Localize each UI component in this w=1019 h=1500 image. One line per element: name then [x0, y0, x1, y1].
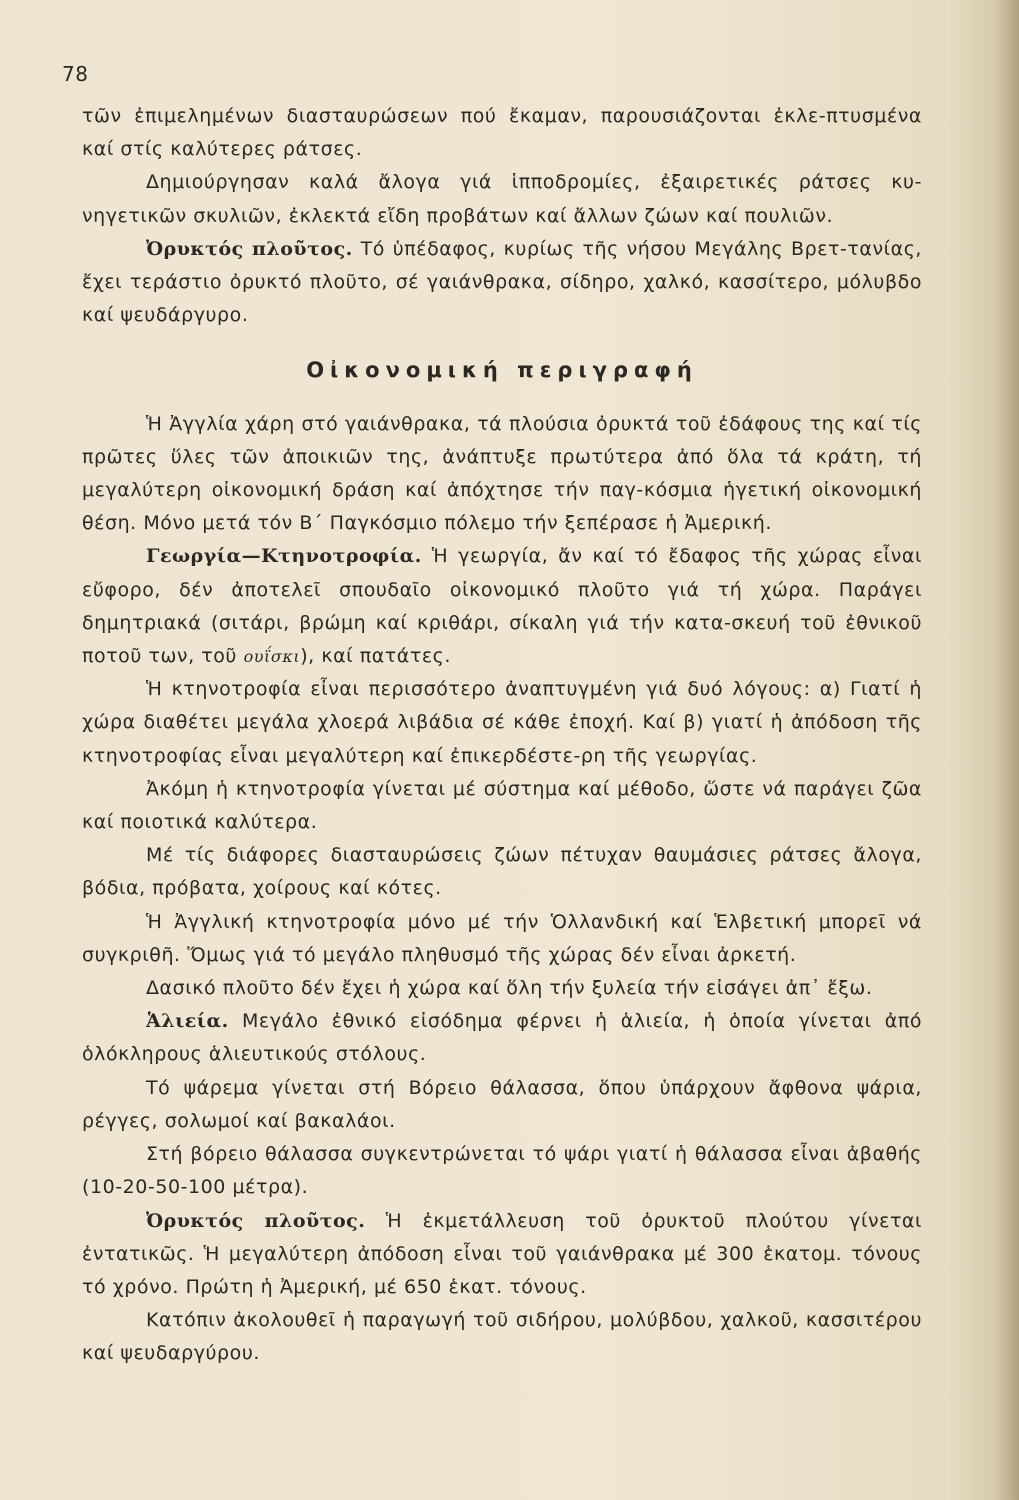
paragraph: Ἡ κτηνοτροφία εἶναι περισσότερο ἀναπτυγμένη γιά δυό λόγους: α) Γιατί ἡ χώρα διαθέτει μεγάλα χλοερά λιβάδια σέ κάθε ἐποχή. Καί β) γιατί ἡ ἀπόδοση τῆς κτηνοτροφίας εἶναι μεγαλύτερη καί ἐπικερδέστε-ρη τῆς γεωργίας.: [82, 678, 922, 767]
paragraph: τῶν ἐπιμελημένων διασταυρώσεων πού ἔκαμαν, παρουσιάζονται ἐκλε-πτυσμένα καί στίς καλύτερες ράτσες.: [82, 105, 922, 161]
paragraph: Κατόπιν ἀκολουθεῖ ἡ παραγωγή τοῦ σιδήρου, μολύβδου, χαλκοῦ, κασσιτέρου καί ψευδαργύρου.: [82, 1309, 922, 1365]
paragraph-agriculture: [82, 540, 922, 673]
paragraph: Δασικό πλοῦτο δέν ἔχει ἡ χώρα καί ὅλη τήν ξυλεία τήν εἰσάγει ἀπ᾽ ἔξω.: [146, 977, 873, 1000]
page-number: 78: [62, 62, 89, 86]
paragraph: Δημιούργησαν καλά ἄλογα γιά ἱπποδρομίες, ἐξαιρετικές ράτσες κυ-νηγετικῶν σκυλιῶν, ἐκλεκτά εἴδη προβάτων καί ἄλλων ζώων καί πουλιῶν.: [82, 171, 922, 227]
paragraph-text: Ἡ γεωργία, ἄν καί τό ἔδαφος τῆς χώρας εἶναι εὔφορο, δέν ἀποτελεῖ σπουδαῖο οἰκονομικό πλοῦτο γιά τή χώρα. Παράγει δημητριακά (σιτάρι, βρώμη καί κριθάρι, σίκαλη γιά τήν κατα-σκευή τοῦ ἐθνικοῦ ποτοῦ των, τοῦ: [82, 545, 922, 668]
paragraph: Τό ψάρεμα γίνεται στή Βόρειο θάλασσα, ὅπου ὑπάρχουν ἄφθονα ψάρια, ρέγγες, σολωμοί καί βακαλάοι.: [82, 1076, 922, 1132]
run-in-heading: Ἁλιεία.: [146, 1010, 229, 1033]
paragraph-fishing: [82, 1005, 922, 1071]
paragraph: Ἡ Ἀγγλική κτηνοτροφία μόνο μέ τήν Ὁλλανδική καί Ἑλβετική μπορεῖ νά συγκριθῆ. Ὅμως γιά τό μεγάλο πληθυσμό τῆς χώρας δέν εἶναι ἀρκετή.: [82, 910, 922, 966]
page-edge-shadow: [993, 0, 1019, 1500]
run-in-heading: Ὀρυκτός πλοῦτος.: [146, 237, 353, 260]
paragraph: Ἀκόμη ἡ κτηνοτροφία γίνεται μέ σύστημα καί μέθοδο, ὥστε νά παράγει ζῶα καί ποιοτικά καλύτερα.: [82, 777, 922, 834]
paragraph-mineral-wealth: [82, 233, 922, 333]
paragraph: Ἡ Ἀγγλία χάρη στό γαιάνθρακα, τά πλούσια ὀρυκτά τοῦ ἐδάφους της καί τίς πρῶτες ὕλες τῶν ἀποικιῶν της, ἀνάπτυξε πρωτύτερα ἀπό ὅλα τά κράτη, τή μεγαλύτερη οἰκονομική δράση καί ἀπόχτησε τήν παγ-κόσμια ἡγετική οἰκονομική θέση. Μόνο μετά τόν Β΄ Παγκόσμιο πόλεμο τήν ξεπέρασε ἡ Ἀμερική.: [82, 412, 922, 535]
paragraph-text: Ἡ ἐκμετάλλευση τοῦ ὀρυκτοῦ πλούτου γίνεται ἐντατικῶς. Ἡ μεγαλύτερη ἀπόδοση εἶναι τοῦ γαιάνθρακα μέ 300 ἑκατομ. τόνους τό χρόνο. Πρώτη ἡ Ἀμερική, μέ 650 ἑκατ. τόνους.: [82, 1209, 922, 1298]
italic-word: ουΐσκι: [243, 647, 301, 667]
paragraph: Μέ τίς διάφορες διασταυρώσεις ζώων πέτυχαν θαυμάσιες ράτσες ἄλογα, βόδια, πρόβατα, χοίρους καί κότες.: [82, 844, 922, 900]
paragraph-text: ), καί πατάτες.: [300, 645, 451, 668]
section-heading: Οἰκονομική περιγραφή: [306, 358, 698, 383]
paragraph-mineral-wealth-2: [82, 1205, 922, 1305]
run-in-heading: Γεωργία—Κτηνοτροφία.: [146, 545, 422, 568]
paragraph: Στή βόρειο θάλασσα συγκεντρώνεται τό ψάρι γιατί ἡ θάλασσα εἶναι ἀβαθής (10-20-50-100 μέτρα).: [82, 1143, 922, 1199]
paragraph-text: Μεγάλο ἐθνικό εἰσόδημα φέρνει ἡ ἁλιεία, ἡ ὁποία γίνεται ἀπό ὁλόκληρους ἁλιευτικούς στόλους.: [82, 1010, 922, 1066]
run-in-heading: Ὀρυκτός πλοῦτος.: [146, 1209, 366, 1232]
paragraph-text: Τό ὑπέδαφος, κυρίως τῆς νήσου Μεγάλης Βρετ-τανίας, ἔχει τεράστιο ὀρυκτό πλοῦτο, σέ γαιάνθρακα, σίδηρο, χαλκό, κασσίτερο, μόλυβδο καί ψευδάργυρο.: [82, 237, 922, 327]
body-text: [82, 100, 922, 1371]
